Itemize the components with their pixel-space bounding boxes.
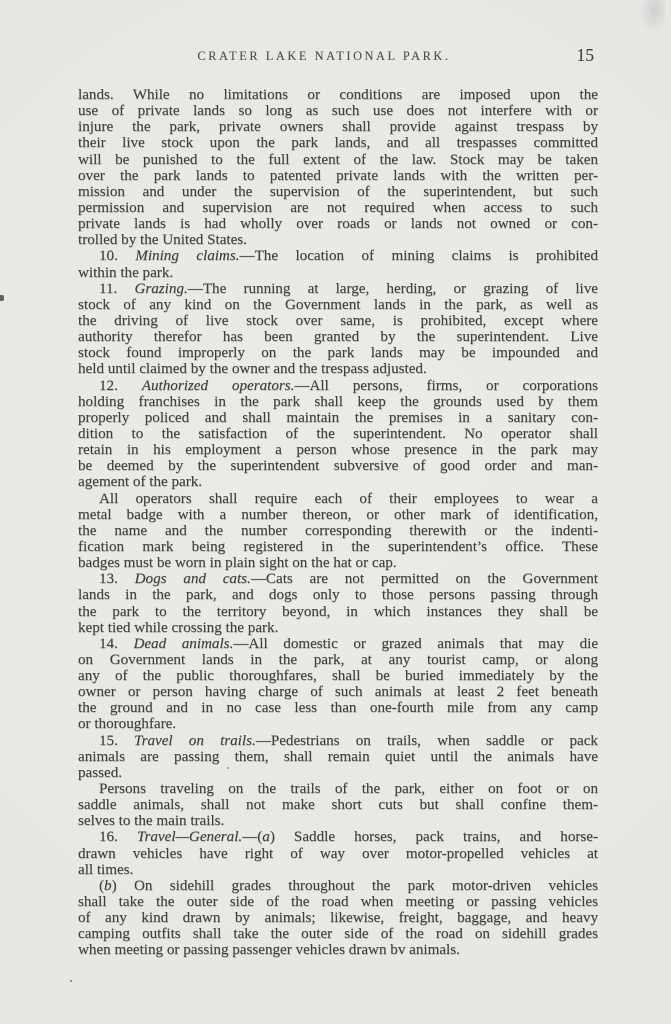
text-line [78,135,598,151]
text-line [78,426,598,442]
regular-text: on Government lands in the park, at any tourist camp, or along [78,651,598,668]
paragraph [78,878,598,959]
paragraph [78,491,598,572]
text-line [78,846,598,862]
text-line [78,491,598,507]
text-line [78,87,598,103]
text-line [78,700,598,716]
text-line [78,361,598,377]
page-header [78,45,598,71]
italic-text: Authorized operators. [141,377,295,394]
text-line [78,926,598,942]
regular-text: any of the public thoroughfares, shall be buried immediately by the [78,668,598,685]
text-line [78,507,598,523]
text-line [78,797,598,813]
text-line [78,942,598,958]
text-line [78,297,598,313]
paragraph [78,248,598,280]
regular-text: saddle animals, shall not make short cuts but shall confine them- [78,797,598,814]
regular-text: private lands is had wholly over roads or lands not owned or con- [78,216,598,233]
text-line [78,248,598,264]
regular-text: holding franchises in the park shall keep the grounds used by them [78,393,598,410]
text-line [78,184,598,200]
text-line [78,765,598,781]
text-line [78,781,598,797]
regular-text: 10. [99,248,136,265]
text-line [78,216,598,232]
italic-text: Dead animals. [133,635,234,652]
paragraph [78,636,598,733]
scan-smudge [639,0,665,34]
regular-text: stock found improperly on the park lands may be impounded and [78,345,598,362]
paragraph [78,281,598,378]
regular-text: permission and supervision are not required when access to such [78,199,598,216]
text-line [78,652,598,668]
regular-text: —All domestic or grazed animals that may die [233,635,599,652]
regular-text: ( [99,877,105,894]
regular-text: All operators shall require each of their employees to wear a [99,490,598,507]
regular-text: ) On sidehill grades throughout the park motor-driven vehicles [111,877,598,894]
text-line [78,636,598,652]
text-line [78,862,598,878]
text-line [78,829,598,845]
regular-text: authority therefor has been granted by the superintendent. Live [78,329,598,346]
text-line [78,878,598,894]
italic-text: Travel—General. [136,829,243,846]
text-line [78,604,598,620]
paragraph [78,378,598,491]
regular-text: be deemed by the superintendent subversive of good order and man- [78,458,598,475]
regular-text: dition to the satisfaction of the superintendent. No operator shall [78,425,598,442]
regular-text: 13. [99,571,135,588]
text-line [78,749,598,765]
italic-text: Dogs and cats. [134,571,251,588]
text-line [78,232,598,248]
text-line [78,539,598,555]
regular-text: mission and under the supervision of the superintendent, but such [78,183,598,200]
regular-text: 12. [99,377,142,394]
text-line [78,668,598,684]
italic-text: Mining claims. [135,248,240,265]
italic-text: Travel on trails. [134,732,256,749]
regular-text: passed. [78,764,123,781]
text-line [78,313,598,329]
text-line [78,571,598,587]
italic-text: Grazing. [134,280,188,297]
regular-text: ) Saddle horses, pack trains, and horse- [269,829,598,846]
italic-text: a [262,829,270,846]
text-line [78,394,598,410]
text-line [78,103,598,119]
text-line [78,684,598,700]
text-line [78,474,598,490]
regular-text: their live stock upon the park lands, and all trespasses committed [78,135,598,152]
scan-speck [0,295,4,301]
regular-text: the park to the territory beyond, in which instances they shall be [78,603,598,620]
text-line [78,458,598,474]
text-line [78,345,598,361]
regular-text: —Cats are not permitted on the Government [250,571,598,588]
regular-text: camping outfits shall take the outer side of the road on sidehill grades [78,926,598,943]
regular-text: 16. [99,829,137,846]
text-line [78,894,598,910]
text-line [78,587,598,603]
paragraph [78,733,598,781]
regular-text: kept tied while crossing the park. [78,619,279,636]
regular-text: 11. [99,280,135,297]
regular-text: held until claimed by the owner and the trespass adjusted. [78,361,427,378]
regular-text: all times. [78,861,134,878]
regular-text: badges must be worn in plain sight on the hat or cap. [78,555,397,572]
regular-text: agement of the park. [78,474,203,491]
regular-text: —All persons, firms, or corporations [294,377,598,394]
regular-text: 15. [99,732,135,749]
regular-text: use of private lands so long as such use does not interfere with or [78,103,598,120]
regular-text: injure the park, private owners shall provide against trespass by [78,119,598,136]
regular-text: lands in the park, and dogs only to those persons passing through [78,587,598,604]
regular-text: selves to the main trails. [78,813,225,830]
regular-text: Persons traveling on the trails of the park, either on foot or on [99,781,598,798]
regular-text: within the park. [78,264,174,281]
text-line [78,716,598,732]
regular-text: the ground and in no case less than one-fourth mile from any camp [78,700,598,717]
regular-text: will be punished to the full extent of the law. Stock may be taken [78,151,598,168]
regular-text: owner or person having charge of such animals at least 2 feet beneath [78,684,598,701]
regular-text: —( [242,829,263,846]
text-line [78,378,598,394]
running-title: CRATER LAKE NATIONAL PARK. [197,49,451,63]
paragraph [78,829,598,877]
regular-text: fication mark being registered in the superintendent’s office. These [78,538,598,555]
text-line [78,733,598,749]
italic-text: b [104,877,112,894]
paragraph [78,87,598,248]
text-line [78,119,598,135]
text-line [78,910,598,926]
text-line [78,410,598,426]
paragraph [78,781,598,829]
text-line [78,281,598,297]
scan-speck [70,980,72,982]
regular-text: or thoroughfare. [78,716,177,733]
regular-text: 14. [99,635,134,652]
regular-text: of any kind drawn by animals; likewise, freight, baggage, and heavy [78,910,598,927]
text-line [78,152,598,168]
paragraph [78,571,598,636]
text-line [78,200,598,216]
regular-text: the driving of live stock over same, is prohibited, except where [78,312,598,329]
regular-text: the name and the number corresponding therewith or the indenti- [78,522,598,539]
regular-text: properly policed and shall maintain the premises in a sanitary con- [78,409,598,426]
text-line [78,442,598,458]
regular-text: retain in his employment a person whose presence in the park may [78,442,598,459]
regular-text: —The running at large, herding, or grazing of live [187,280,598,297]
regular-text: stock of any kind on the Government lands in the park, as well as [78,296,598,313]
regular-text: —Pedestrians on trails, when saddle or pack [255,732,598,749]
text-line [78,555,598,571]
page-body [78,87,598,959]
text-line [78,620,598,636]
page-number: 15 [576,45,594,65]
regular-text: —The location of mining claims is prohibited [239,248,598,265]
text-line [78,329,598,345]
regular-text: trolled by the United States. [78,232,247,249]
regular-text: drawn vehicles have right of way over motor-propelled vehicles at [78,845,598,862]
regular-text: over the park lands to patented private lands with the written per- [78,167,598,184]
text-line [78,813,598,829]
text-line [78,168,598,184]
regular-text: animals are passing them, shall remain quiet until the animals have [78,748,598,765]
text-line [78,265,598,281]
regular-text: lands. While no limitations or conditions are imposed upon the [78,87,598,103]
regular-text: when meeting or passing passenger vehicles drawn bv animals. [78,942,460,959]
text-line [78,523,598,539]
regular-text: metal badge with a number thereon, or other mark of identification, [78,506,598,523]
regular-text: shall take the outer side of the road when meeting or passing vehicles [78,894,598,911]
